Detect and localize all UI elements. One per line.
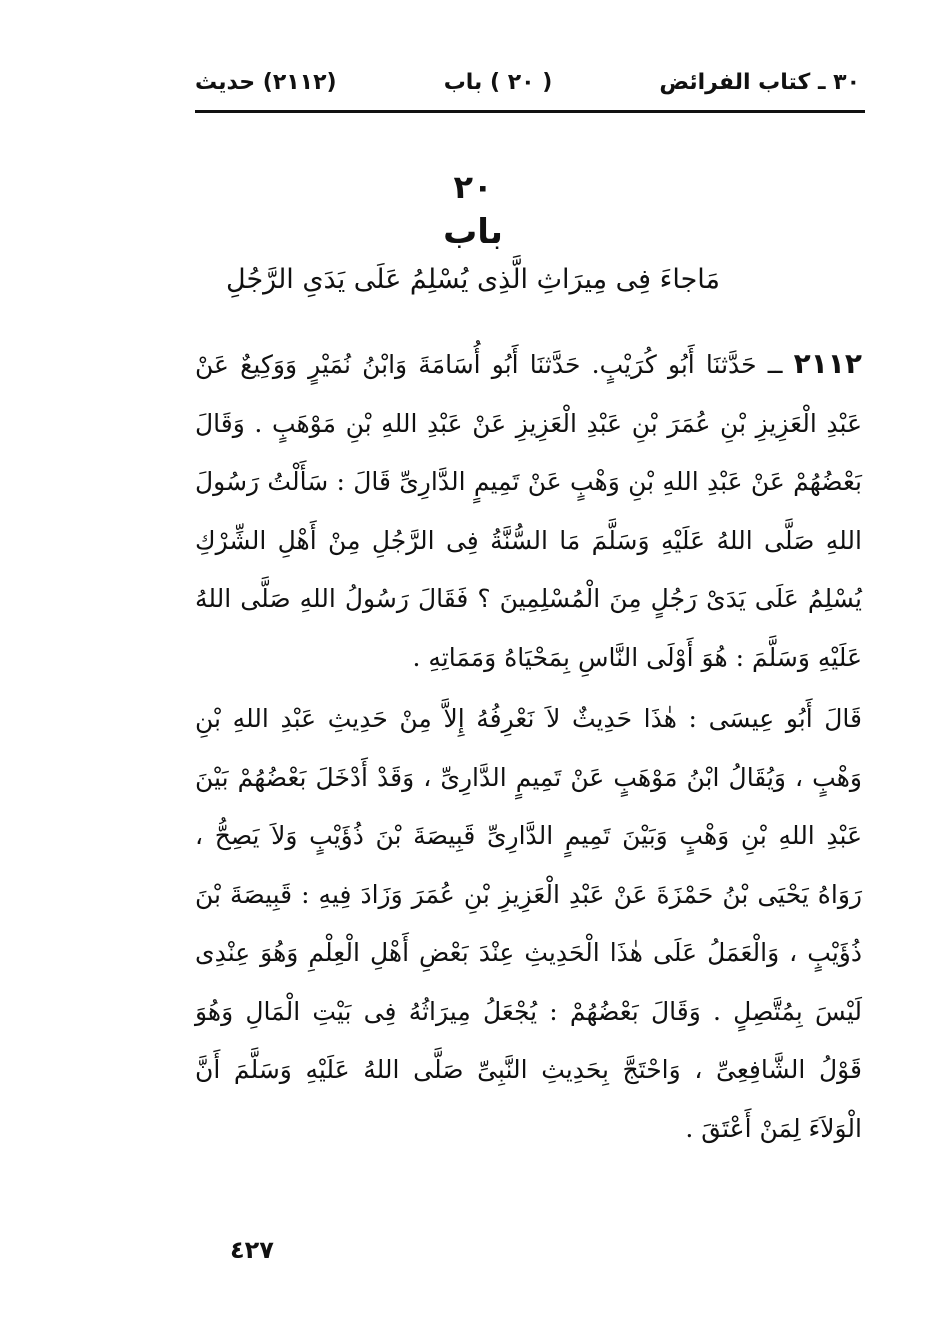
header-hadith-number: (٢١١٢) حديث [195,69,337,95]
chapter-title: مَاجاءَ فِى مِيرَاثِ الَّذِى يُسْلِمُ عَلَى يَدَىِ الرَّجُلِ [226,264,720,295]
hadith-paragraph [195,335,862,687]
running-header [195,62,860,102]
hadith-number: ٢١١٢ [793,347,862,380]
page-number: ٤٢٧ [230,1236,274,1264]
hadith-dash: ــ [767,350,783,379]
chapter-number: ٢٠ [453,168,493,206]
commentary-paragraph: قَالَ أَبُو عِيسَى : هٰذَا حَدِيثٌ لاَ نَعْرِفُهُ إِلاَّ مِنْ حَدِيثِ عَبْدِ اللهِ بْنِ وَهْبٍ ، وَيُقَالُ ابْنُ مَوْهَبٍ عَنْ تَمِيمٍ الدَّارِىِّ ، وَقَدْ أَدْخَلَ بَعْضُهُمْ بَيْنَ عَبْدِ اللهِ بْنِ وَهْبٍ وَبَيْنَ تَمِيمٍ الدَّارِىِّ قَبِيصَةَ بْنَ ذُؤَيْبٍ وَلاَ يَصِحُّ ، رَوَاهُ يَحْيَى بْنُ حَمْزَةَ عَنْ عَبْدِ الْعَزِيزِ بْنِ عُمَرَ وَزَادَ فِيهِ : قَبِيصَةَ بْنَ ذُؤَيْبٍ ، وَالْعَمَلُ عَلَى هٰذَا الْحَدِيثِ عِنْدَ بَعْضِ أَهْلِ الْعِلْمِ وَهُوَ عِنْدِى لَيْسَ بِمُتَّصِلٍ . وَقَالَ بَعْضُهُمْ : يُجْعَلُ مِيرَاثُهُ فِى بَيْتِ الْمَالِ وَهُوَ قَوْلُ الشَّافِعِىِّ ، وَاحْتَجَّ بِحَدِيثِ النَّبِىِّ صَلَّى اللهُ عَلَيْهِ وَسَلَّمَ أَنَّ الْوَلاَءَ لِمَنْ أَعْتَقَ . [195,704,862,1143]
header-divider [195,110,865,113]
hadith-text: حَدَّثنَا أَبُو كُرَيْبٍ. حَدَّثنَا أَبُو أُسَامَةَ وَابْنُ نُمَيْرٍ وَوَكِيعٌ عَنْ عَبْدِ الْعَزِيزِ بْنِ عُمَرَ بْنِ عَبْدِ الْعَزِيزِ عَنْ عَبْدِ اللهِ بْنِ مَوْهَبٍ . وَقَالَ بَعْضُهُمْ عَنْ عَبْدِ اللهِ بْنِ وَهْبٍ عَنْ تَمِيمٍ الدَّارِىِّ قَالَ : سَأَلْتُ رَسُولَ اللهِ صَلَّى اللهُ عَلَيْهِ وَسَلَّمَ مَا السُّنَّةُ فِى الرَّجُلِ مِنْ أَهْلِ الشِّرْكِ يُسْلِمُ عَلَى يَدَىْ رَجُلٍ مِنَ الْمُسْلِمِينَ ؟ فَقَالَ رَسُولُ اللهِ صَلَّى اللهُ عَلَيْهِ وَسَلَّمَ : هُوَ أَوْلَى النَّاسِ بِمَحْيَاهُ وَمَمَاتِهِ . [195,350,862,672]
chapter-heading: باب [443,212,503,252]
header-book-title: ٣٠ ـ كتاب الفرائض [659,69,860,95]
header-chapter: ( ٢٠ ) باب [443,69,553,95]
